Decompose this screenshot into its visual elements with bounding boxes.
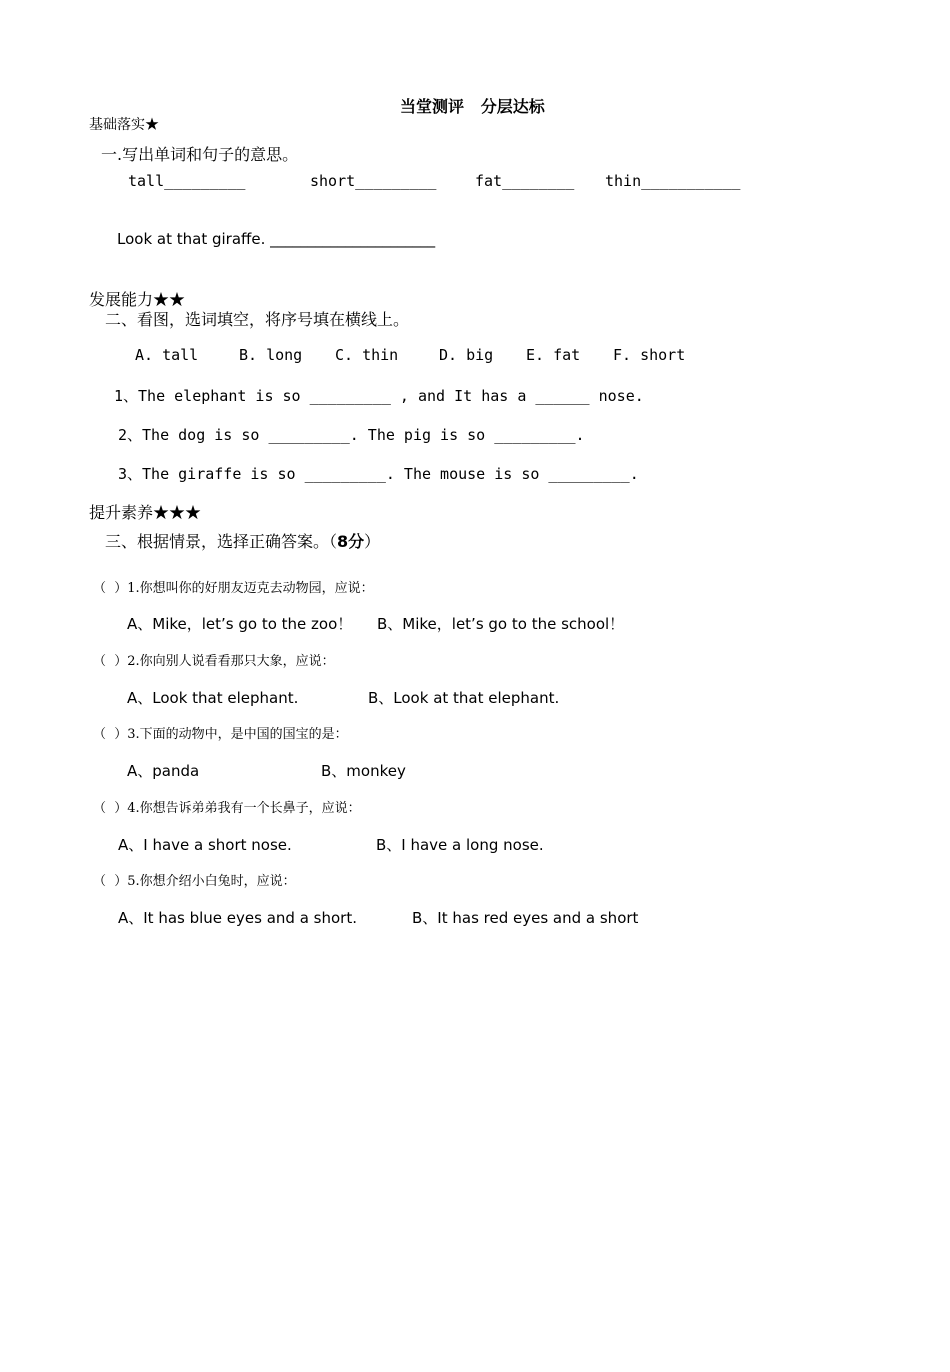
question-1-option-b: B、Mike，let’s go to the school！ bbox=[377, 615, 625, 633]
question-1-prompt: （ ）1.你想叫你的好朋友迈克去动物园，应说： bbox=[93, 581, 374, 596]
question-4-option-a: A、I have a short nose. bbox=[118, 836, 292, 854]
question-5-option-b: B、It has red eyes and a short bbox=[412, 909, 639, 927]
page-title: 当堂测评 分层达标 bbox=[400, 97, 545, 116]
section-1-heading: 一.写出单词和句子的意思。 bbox=[101, 145, 299, 164]
section-3-level: 提升素养★★★ bbox=[89, 503, 202, 522]
question-4-prompt: （ ）4.你想告诉弟弟我有一个长鼻子，应说： bbox=[93, 801, 361, 816]
word-short: short_________ bbox=[310, 172, 437, 190]
question-2-option-a: A、Look that elephant. bbox=[127, 689, 299, 707]
fill-item-2: 2、The dog is so _________. The pig is so _________. bbox=[118, 426, 585, 444]
section-3-points: 8分 bbox=[337, 532, 365, 551]
question-2-option-b: B、Look at that elephant. bbox=[368, 689, 560, 707]
option-b: B. long bbox=[239, 346, 303, 364]
question-5-prompt: （ ）5.你想介绍小白兔时，应说： bbox=[93, 874, 296, 889]
question-4-option-b: B、I have a long nose. bbox=[376, 836, 544, 854]
word-fat: fat________ bbox=[475, 172, 575, 190]
option-a: A. tall bbox=[135, 346, 199, 364]
question-3-prompt: （ ）3.下面的动物中，是中国的国宝的是： bbox=[93, 727, 348, 742]
question-5-option-a: A、It has blue eyes and a short. bbox=[118, 909, 357, 927]
section-2-heading: 二、看图，选词填空，将序号填在横线上。 bbox=[105, 310, 410, 329]
fill-item-1: 1、The elephant is so _________ , and It has a ______ nose. bbox=[114, 387, 644, 405]
option-d: D. big bbox=[439, 346, 494, 364]
option-e: E. fat bbox=[526, 346, 581, 364]
section-3-heading-text: 三、根据情景，选择正确答案。（ bbox=[105, 532, 338, 551]
section-3-heading-close: ） bbox=[364, 532, 381, 551]
translate-sentence: Look at that giraffe. ______________________ bbox=[117, 230, 436, 248]
question-1-option-a: A、Mike，let’s go to the zoo！ bbox=[127, 615, 353, 633]
option-f: F. short bbox=[613, 346, 686, 364]
fill-item-3: 3、The giraffe is so _________. The mouse is so _________. bbox=[118, 465, 639, 483]
option-c: C. thin bbox=[335, 346, 399, 364]
section-3-heading bbox=[105, 529, 380, 552]
word-thin: thin___________ bbox=[605, 172, 741, 190]
word-tall: tall_________ bbox=[128, 172, 246, 190]
section-1-level: 基础落实★ bbox=[89, 117, 159, 133]
question-3-option-a: A、panda bbox=[127, 762, 200, 780]
question-2-prompt: （ ）2.你向别人说看看那只大象，应说： bbox=[93, 654, 335, 669]
question-3-option-b: B、monkey bbox=[321, 762, 406, 780]
section-2-level: 发展能力★★ bbox=[89, 290, 186, 309]
